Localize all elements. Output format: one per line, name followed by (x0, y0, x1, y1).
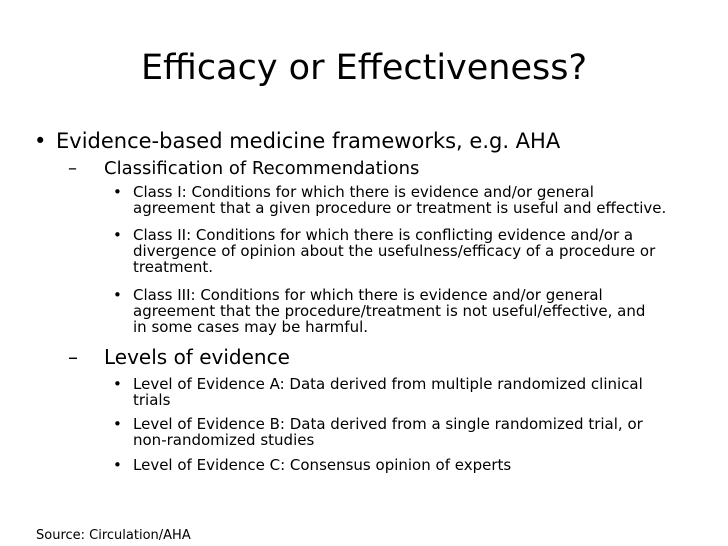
list-item-evidence-b (113, 416, 713, 448)
bullet-dot-icon: • (113, 286, 122, 304)
dash-icon: – (68, 158, 77, 179)
subheading-recommendations (68, 158, 419, 180)
list-item-text: Class II: Conditions for which there is conflicting evidence and/or a divergence of opinion about the usefulness/efficacy of a procedure or treatment. (133, 226, 656, 276)
bullet-dot-icon: • (113, 456, 122, 474)
list-item-text: Level of Evidence A: Data derived from multiple randomized clinical trials (133, 375, 643, 409)
bullet-dot-icon: • (113, 226, 122, 244)
bullet-dot-icon: • (113, 415, 122, 433)
list-item-text: Class I: Conditions for which there is evidence and/or general agreement that a given procedure or treatment is useful and effective. (133, 183, 667, 217)
bullet-dot-icon: • (34, 129, 47, 153)
subheading-text: Levels of evidence (104, 345, 290, 369)
bullet-text: Evidence-based medicine frameworks, e.g. AHA (56, 129, 561, 153)
list-item-evidence-c (113, 457, 713, 473)
list-item-text: Level of Evidence B: Data derived from a single randomized trial, or non-randomized studies (133, 415, 643, 449)
list-item-text: Class III: Conditions for which there is evidence and/or general agreement that the procedure/treatment is not useful/effective, and in some cases may be harmful. (133, 286, 646, 336)
dash-icon: – (68, 345, 78, 369)
list-item-class-1 (113, 184, 713, 216)
bullet-dot-icon: • (113, 183, 122, 201)
list-item-class-3 (113, 287, 713, 335)
subheading-text: Classification of Recommendations (104, 158, 420, 179)
list-item-evidence-a (113, 376, 713, 408)
source-citation: Source: Circulation/AHA (36, 528, 191, 543)
slide-title: Efficacy or Effectiveness? (140, 48, 588, 88)
bullet-evidence-frameworks (34, 128, 560, 154)
list-item-text: Level of Evidence C: Consensus opinion of experts (133, 456, 512, 474)
subheading-levels-of-evidence (68, 345, 290, 369)
list-item-class-2 (113, 227, 713, 275)
bullet-dot-icon: • (113, 375, 122, 393)
